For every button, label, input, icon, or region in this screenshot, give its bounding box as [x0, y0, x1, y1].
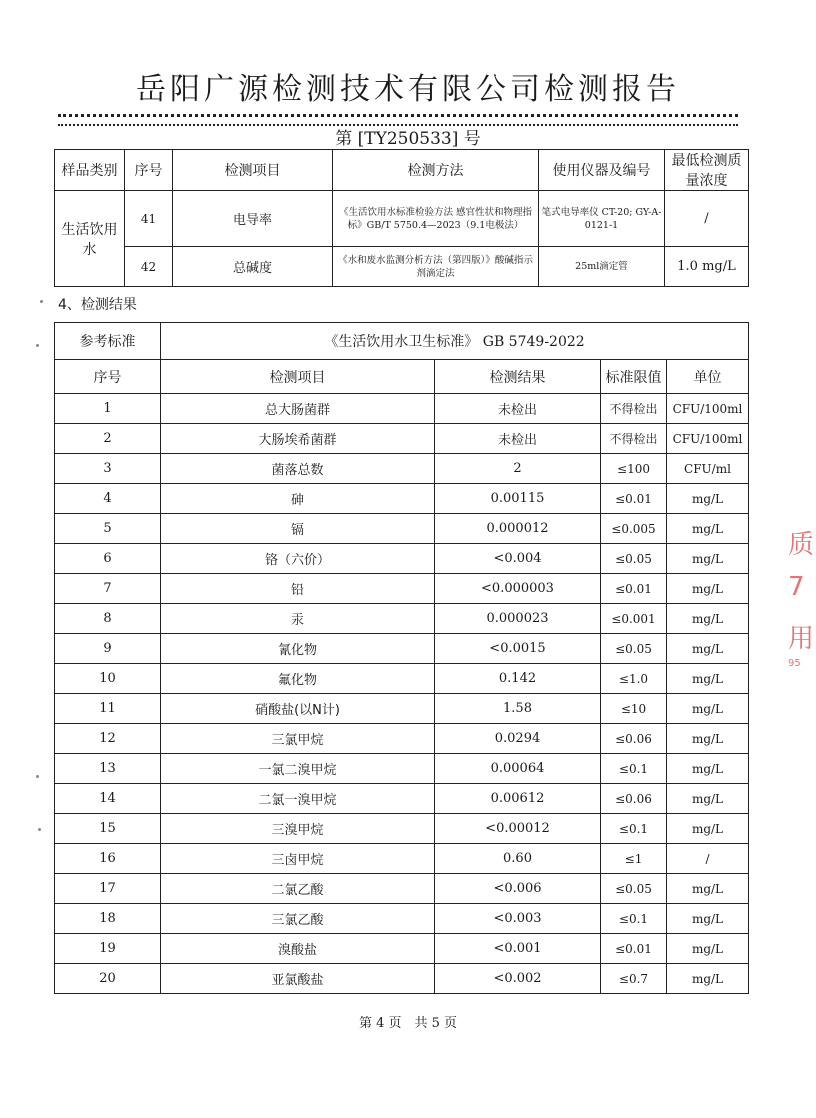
method-row-min-conc: / — [665, 191, 749, 247]
result-no: 7 — [55, 574, 161, 604]
sample-category: 生活饮用水 — [55, 191, 125, 287]
result-row — [55, 934, 749, 964]
result-row — [55, 514, 749, 544]
result-value: <0.00012 — [435, 814, 601, 844]
stamp-glyph: 7 — [788, 572, 805, 602]
result-row — [55, 874, 749, 904]
stamp-glyph: 用 — [788, 624, 815, 654]
result-limit: ≤0.06 — [601, 724, 667, 754]
result-item: 菌落总数 — [161, 454, 435, 484]
result-unit: mg/L — [667, 784, 749, 814]
result-item: 三氯甲烷 — [161, 724, 435, 754]
result-no: 13 — [55, 754, 161, 784]
result-no: 9 — [55, 634, 161, 664]
result-row — [55, 544, 749, 574]
result-no: 10 — [55, 664, 161, 694]
header-seq: 序号 — [125, 150, 173, 191]
result-limit: ≤0.001 — [601, 604, 667, 634]
reference-standard-value: 《生活饮用水卫生标准》 GB 5749-2022 — [161, 323, 749, 360]
result-unit: mg/L — [667, 904, 749, 934]
result-item: 三氯乙酸 — [161, 904, 435, 934]
result-row — [55, 634, 749, 664]
stamp-glyph: 95 — [788, 658, 801, 669]
result-value: <0.006 — [435, 874, 601, 904]
result-no: 12 — [55, 724, 161, 754]
result-item: 溴酸盐 — [161, 934, 435, 964]
result-row — [55, 724, 749, 754]
result-unit: mg/L — [667, 514, 749, 544]
result-value: <0.003 — [435, 904, 601, 934]
header-limit: 标准限值 — [601, 360, 667, 394]
scan-speck — [40, 300, 43, 303]
result-row — [55, 754, 749, 784]
result-item: 二氯乙酸 — [161, 874, 435, 904]
result-limit: ≤0.05 — [601, 874, 667, 904]
method-row-item: 总碱度 — [173, 247, 333, 287]
result-row — [55, 814, 749, 844]
result-value: 0.60 — [435, 844, 601, 874]
scan-speck — [38, 828, 41, 831]
result-unit: mg/L — [667, 574, 749, 604]
result-value: <0.0015 — [435, 634, 601, 664]
reference-standard-row — [55, 323, 749, 360]
result-unit: mg/L — [667, 694, 749, 724]
result-no: 5 — [55, 514, 161, 544]
result-no: 16 — [55, 844, 161, 874]
result-item: 一氯二溴甲烷 — [161, 754, 435, 784]
results-header-row — [55, 360, 749, 394]
result-limit: 不得检出 — [601, 394, 667, 424]
header-test-item: 检测项目 — [173, 150, 333, 191]
result-unit: mg/L — [667, 814, 749, 844]
result-no: 4 — [55, 484, 161, 514]
result-unit: / — [667, 844, 749, 874]
method-row-method: 《生活饮用水标准检验方法 感官性状和物理指标》GB/T 5750.4—2023（9.1电极法） — [333, 191, 539, 247]
result-item: 镉 — [161, 514, 435, 544]
result-value: 0.000012 — [435, 514, 601, 544]
header-sample-category: 样品类别 — [55, 150, 125, 191]
result-item: 总大肠菌群 — [161, 394, 435, 424]
result-item: 铅 — [161, 574, 435, 604]
result-unit: CFU/ml — [667, 454, 749, 484]
result-value: 0.142 — [435, 664, 601, 694]
method-row — [55, 247, 749, 287]
result-value: 0.00115 — [435, 484, 601, 514]
result-row — [55, 964, 749, 994]
result-no: 8 — [55, 604, 161, 634]
result-row — [55, 844, 749, 874]
result-value: <0.001 — [435, 934, 601, 964]
result-limit: ≤1.0 — [601, 664, 667, 694]
result-item: 硝酸盐(以N计) — [161, 694, 435, 724]
method-row-method: 《水和废水监测分析方法（第四版）》酸碱指示剂滴定法 — [333, 247, 539, 287]
result-row — [55, 604, 749, 634]
result-unit: mg/L — [667, 484, 749, 514]
results-table — [54, 322, 749, 994]
result-limit: ≤0.05 — [601, 544, 667, 574]
result-no: 18 — [55, 904, 161, 934]
result-value: 0.0294 — [435, 724, 601, 754]
result-no: 2 — [55, 424, 161, 454]
result-value: 未检出 — [435, 424, 601, 454]
method-table-header — [55, 150, 749, 191]
result-unit: CFU/100ml — [667, 394, 749, 424]
reference-standard-label: 参考标准 — [55, 323, 161, 360]
scan-speck — [36, 344, 39, 347]
result-limit: ≤0.1 — [601, 904, 667, 934]
header-min-conc: 最低检测质量浓度 — [665, 150, 749, 191]
header-test-item: 检测项目 — [161, 360, 435, 394]
result-no: 14 — [55, 784, 161, 814]
result-value: 0.000023 — [435, 604, 601, 634]
result-no: 1 — [55, 394, 161, 424]
scan-speck — [36, 775, 39, 778]
result-limit: ≤10 — [601, 694, 667, 724]
result-value: <0.000003 — [435, 574, 601, 604]
method-row-instrument: 25ml滴定管 — [539, 247, 665, 287]
result-row — [55, 394, 749, 424]
header-test-method: 检测方法 — [333, 150, 539, 191]
result-limit: ≤0.005 — [601, 514, 667, 544]
result-row — [55, 694, 749, 724]
result-row — [55, 664, 749, 694]
red-stamp-fragment — [780, 520, 816, 680]
result-limit: ≤0.05 — [601, 634, 667, 664]
result-limit: ≤1 — [601, 844, 667, 874]
result-unit: mg/L — [667, 964, 749, 994]
result-no: 11 — [55, 694, 161, 724]
header-instrument: 使用仪器及编号 — [539, 150, 665, 191]
result-item: 汞 — [161, 604, 435, 634]
result-no: 6 — [55, 544, 161, 574]
method-row-no: 42 — [125, 247, 173, 287]
result-no: 3 — [55, 454, 161, 484]
method-row-item: 电导率 — [173, 191, 333, 247]
stamp-glyph: 质 — [788, 530, 815, 560]
result-item: 氰化物 — [161, 634, 435, 664]
result-unit: mg/L — [667, 934, 749, 964]
header-seq: 序号 — [55, 360, 161, 394]
method-row-no: 41 — [125, 191, 173, 247]
result-limit: ≤0.1 — [601, 814, 667, 844]
result-limit: ≤0.1 — [601, 754, 667, 784]
page-footer: 第 4 页 共 5 页 — [358, 1016, 458, 1031]
method-row-min-conc: 1.0 mg/L — [665, 247, 749, 287]
result-item: 二氯一溴甲烷 — [161, 784, 435, 814]
result-item: 铬（六价） — [161, 544, 435, 574]
result-value: 0.00064 — [435, 754, 601, 784]
result-row — [55, 484, 749, 514]
result-value: 未检出 — [435, 394, 601, 424]
result-row — [55, 424, 749, 454]
header-unit: 单位 — [667, 360, 749, 394]
result-item: 氟化物 — [161, 664, 435, 694]
result-limit: 不得检出 — [601, 424, 667, 454]
result-no: 17 — [55, 874, 161, 904]
result-limit: ≤0.01 — [601, 574, 667, 604]
result-unit: mg/L — [667, 604, 749, 634]
result-value: 0.00612 — [435, 784, 601, 814]
section-title: 4、检测结果 — [58, 297, 137, 313]
result-no: 15 — [55, 814, 161, 844]
result-row — [55, 904, 749, 934]
result-unit: CFU/100ml — [667, 424, 749, 454]
method-row — [55, 191, 749, 247]
method-row-instrument: 笔式电导率仪 CT-20; GY-A-0121-1 — [539, 191, 665, 247]
report-title: 岳阳广源检测技术有限公司检测报告 — [136, 72, 680, 107]
result-no: 20 — [55, 964, 161, 994]
result-limit: ≤0.01 — [601, 934, 667, 964]
result-row — [55, 454, 749, 484]
result-row — [55, 574, 749, 604]
result-item: 砷 — [161, 484, 435, 514]
dotted-divider-top — [58, 114, 738, 117]
result-no: 19 — [55, 934, 161, 964]
report-number: 第 [TY250533] 号 — [335, 129, 481, 149]
result-unit: mg/L — [667, 664, 749, 694]
result-row — [55, 784, 749, 814]
method-table — [54, 149, 749, 287]
result-limit: ≤0.06 — [601, 784, 667, 814]
result-value: <0.004 — [435, 544, 601, 574]
result-item: 三卤甲烷 — [161, 844, 435, 874]
result-value: 2 — [435, 454, 601, 484]
result-unit: mg/L — [667, 544, 749, 574]
result-item: 大肠埃希菌群 — [161, 424, 435, 454]
result-item: 三溴甲烷 — [161, 814, 435, 844]
result-unit: mg/L — [667, 874, 749, 904]
result-unit: mg/L — [667, 634, 749, 664]
result-item: 亚氯酸盐 — [161, 964, 435, 994]
result-limit: ≤100 — [601, 454, 667, 484]
result-limit: ≤0.01 — [601, 484, 667, 514]
result-unit: mg/L — [667, 754, 749, 784]
result-value: 1.58 — [435, 694, 601, 724]
result-unit: mg/L — [667, 724, 749, 754]
header-result: 检测结果 — [435, 360, 601, 394]
result-value: <0.002 — [435, 964, 601, 994]
result-limit: ≤0.7 — [601, 964, 667, 994]
